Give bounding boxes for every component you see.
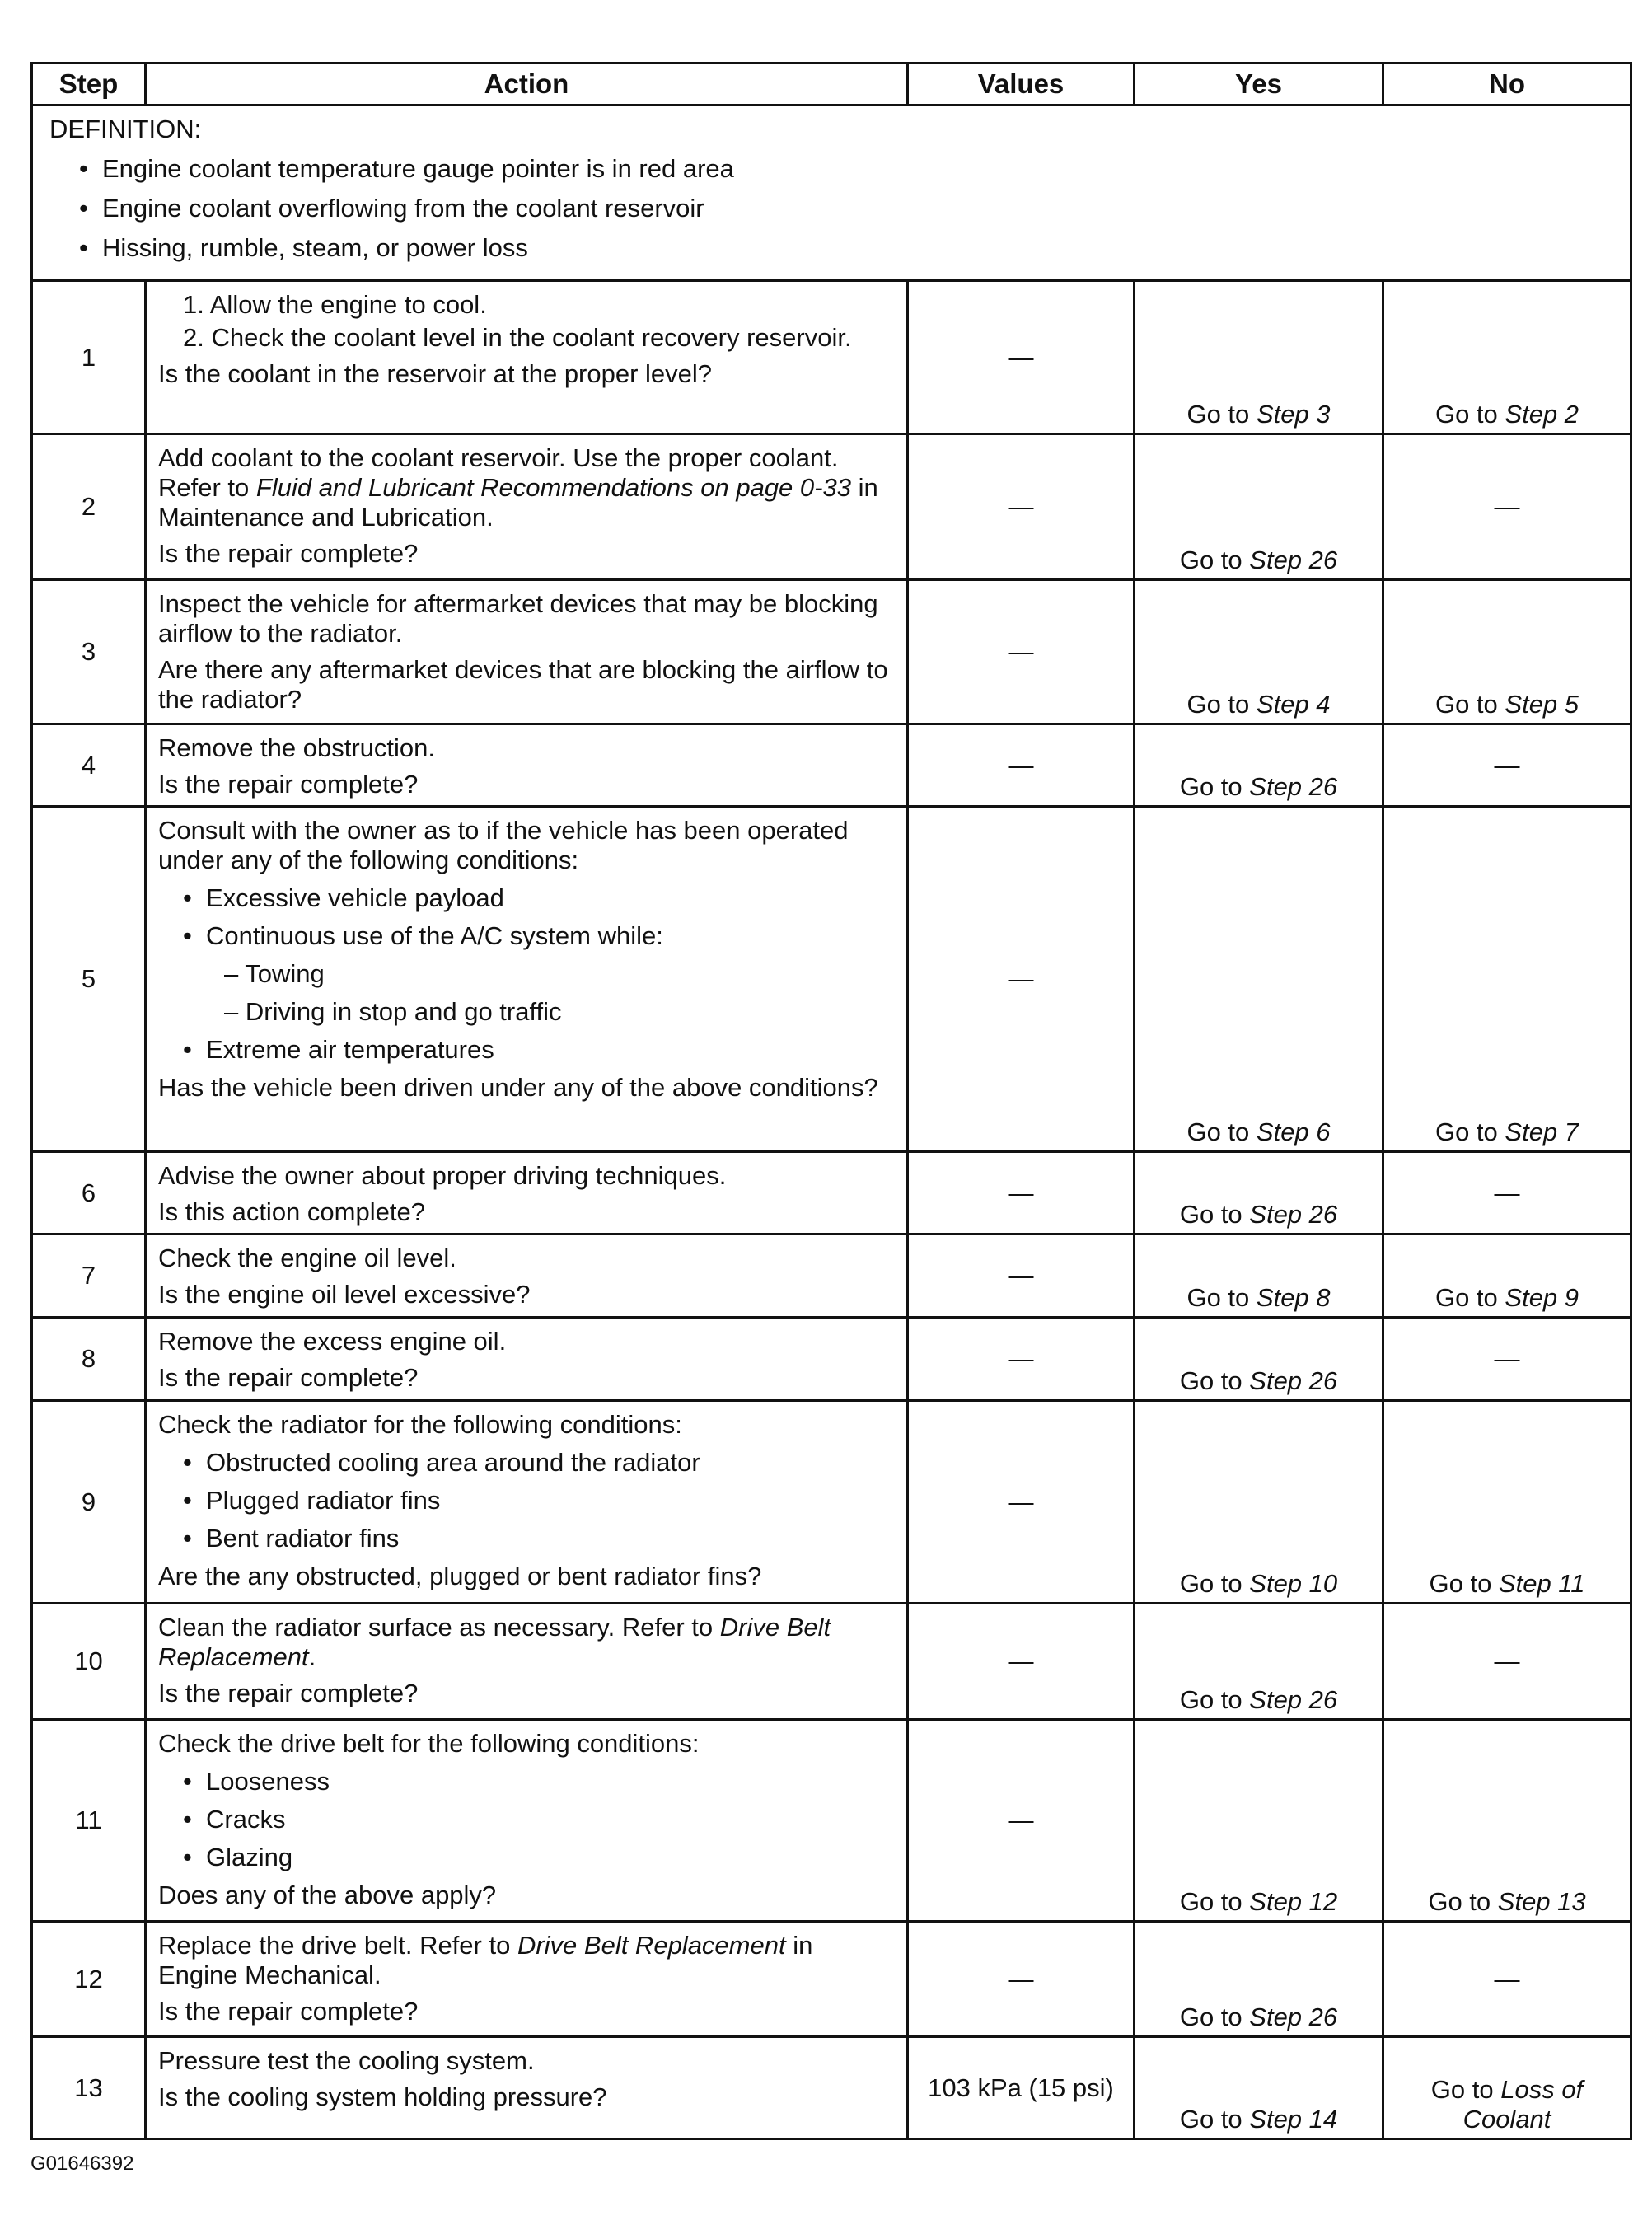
step-yes bbox=[1135, 2037, 1383, 2139]
action-text: Check the radiator for the following conditions: bbox=[158, 1410, 682, 1439]
definition-row bbox=[32, 105, 1631, 281]
step-number: 12 bbox=[32, 1922, 146, 2037]
step-number: 5 bbox=[32, 807, 146, 1152]
step-no: — bbox=[1383, 724, 1631, 807]
step-value: — bbox=[908, 1922, 1135, 2037]
step-no bbox=[1383, 1401, 1631, 1604]
yes-step-link[interactable]: Step 8 bbox=[1256, 1283, 1331, 1312]
no-prefix: Go to bbox=[1434, 1117, 1505, 1146]
step-no: — bbox=[1383, 1318, 1631, 1401]
step-action bbox=[146, 434, 908, 580]
step-yes bbox=[1135, 1720, 1383, 1922]
action-text bbox=[158, 1931, 895, 1990]
action-text-part: in Engine Mechanical. bbox=[158, 1931, 813, 1989]
yes-prefix: Go to bbox=[1179, 2105, 1250, 2134]
step-question: Is the repair complete? bbox=[158, 539, 419, 568]
yes-step-link[interactable]: Step 14 bbox=[1249, 2105, 1338, 2134]
action-list-item: 2. Check the coolant level in the coolant recovery reservoir. bbox=[183, 323, 852, 352]
step-value: — bbox=[908, 580, 1135, 724]
step-yes bbox=[1135, 1604, 1383, 1720]
step-yes bbox=[1135, 807, 1383, 1152]
action-text: Advise the owner about proper driving techniques. bbox=[158, 1161, 727, 1190]
step-action bbox=[146, 807, 908, 1152]
step-no: — bbox=[1383, 1604, 1631, 1720]
no-prefix: Go to bbox=[1428, 1887, 1498, 1916]
step-action bbox=[146, 2037, 908, 2139]
step-action bbox=[146, 281, 908, 434]
action-bullet: • Obstructed cooling area around the radiator bbox=[183, 1448, 895, 1478]
step-action bbox=[146, 1922, 908, 2037]
step-value: — bbox=[908, 1152, 1135, 1234]
action-bullet: • Bent radiator fins bbox=[183, 1524, 895, 1553]
step-action bbox=[146, 1604, 908, 1720]
step-action bbox=[146, 724, 908, 807]
yes-prefix: Go to bbox=[1179, 1366, 1250, 1395]
step-number: 6 bbox=[32, 1152, 146, 1234]
yes-prefix: Go to bbox=[1179, 1200, 1250, 1229]
action-sub-item: – Towing bbox=[224, 959, 325, 988]
step-action bbox=[146, 1401, 908, 1604]
yes-prefix: Go to bbox=[1179, 2002, 1250, 2031]
header-step: Step bbox=[32, 63, 146, 105]
yes-step-link[interactable]: Step 12 bbox=[1249, 1887, 1338, 1916]
no-step-link[interactable]: Loss of Coolant bbox=[1462, 2075, 1584, 2134]
figure-id: G01646392 bbox=[30, 2152, 134, 2175]
step-action bbox=[146, 580, 908, 724]
step-number: 2 bbox=[32, 434, 146, 580]
no-step-link[interactable]: Step 13 bbox=[1497, 1887, 1586, 1916]
step-value: — bbox=[908, 724, 1135, 807]
no-step-link[interactable]: Step 7 bbox=[1505, 1117, 1579, 1146]
action-text: Inspect the vehicle for aftermarket devices that may be blocking airflow to the radiator. bbox=[158, 589, 878, 648]
step-value: — bbox=[908, 807, 1135, 1152]
yes-prefix: Go to bbox=[1186, 690, 1257, 719]
yes-step-link[interactable]: Step 26 bbox=[1249, 1366, 1338, 1395]
step-no bbox=[1383, 1234, 1631, 1318]
step-no bbox=[1383, 2037, 1631, 2139]
reference-link[interactable]: Drive Belt Replacement bbox=[158, 1613, 831, 1671]
step-row bbox=[32, 1922, 1631, 2037]
step-yes bbox=[1135, 1318, 1383, 1401]
step-yes bbox=[1135, 434, 1383, 580]
step-row bbox=[32, 1318, 1631, 1401]
yes-prefix: Go to bbox=[1186, 1117, 1257, 1146]
action-bullet: • Looseness bbox=[183, 1767, 895, 1796]
step-row bbox=[32, 281, 1631, 434]
header-yes: Yes bbox=[1135, 63, 1383, 105]
step-question: Are the any obstructed, plugged or bent radiator fins? bbox=[158, 1562, 762, 1590]
step-yes bbox=[1135, 281, 1383, 434]
yes-step-link[interactable]: Step 6 bbox=[1256, 1117, 1331, 1146]
step-row bbox=[32, 434, 1631, 580]
action-bullet: • Extreme air temperatures bbox=[183, 1035, 895, 1065]
action-text bbox=[158, 1613, 895, 1672]
step-yes bbox=[1135, 1152, 1383, 1234]
yes-step-link[interactable]: Step 26 bbox=[1249, 1685, 1338, 1714]
step-no: — bbox=[1383, 1922, 1631, 2037]
step-question: Has the vehicle been driven under any of the above conditions? bbox=[158, 1073, 878, 1102]
step-no: — bbox=[1383, 434, 1631, 580]
action-bullet: • Glazing bbox=[183, 1843, 895, 1872]
step-question: Is this action complete? bbox=[158, 1197, 425, 1226]
yes-prefix: Go to bbox=[1186, 1283, 1257, 1312]
step-action bbox=[146, 1720, 908, 1922]
no-prefix: Go to bbox=[1430, 2075, 1501, 2104]
action-text-part: in Maintenance and Lubrication. bbox=[158, 473, 878, 532]
step-row bbox=[32, 1401, 1631, 1604]
no-step-link[interactable]: Step 5 bbox=[1505, 690, 1579, 719]
action-text: Remove the excess engine oil. bbox=[158, 1327, 507, 1356]
step-number: 1 bbox=[32, 281, 146, 434]
yes-step-link[interactable]: Step 26 bbox=[1249, 1200, 1338, 1229]
action-text: Remove the obstruction. bbox=[158, 733, 436, 762]
step-value: — bbox=[908, 1604, 1135, 1720]
step-number: 4 bbox=[32, 724, 146, 807]
step-row bbox=[32, 1152, 1631, 1234]
step-number: 7 bbox=[32, 1234, 146, 1318]
header-values: Values bbox=[908, 63, 1135, 105]
step-yes bbox=[1135, 1401, 1383, 1604]
action-bullet: • Cracks bbox=[183, 1805, 895, 1834]
action-text bbox=[158, 443, 895, 532]
yes-step-link[interactable]: Step 4 bbox=[1256, 690, 1331, 719]
step-action bbox=[146, 1152, 908, 1234]
no-step-link[interactable]: Step 9 bbox=[1505, 1283, 1579, 1312]
action-text: Check the drive belt for the following conditions: bbox=[158, 1729, 700, 1758]
step-question: Is the coolant in the reservoir at the proper level? bbox=[158, 359, 713, 388]
step-value: — bbox=[908, 281, 1135, 434]
action-sub-item: – Driving in stop and go traffic bbox=[224, 997, 562, 1026]
reference-link[interactable]: Fluid and Lubricant Recommendations on page 0-33 bbox=[255, 473, 851, 502]
action-text-part: Clean the radiator surface as necessary. Refer to bbox=[158, 1613, 720, 1642]
no-step-link[interactable]: Step 11 bbox=[1498, 1569, 1585, 1598]
step-no bbox=[1383, 1720, 1631, 1922]
step-value: 103 kPa (15 psi) bbox=[908, 2037, 1135, 2139]
no-prefix: Go to bbox=[1434, 400, 1505, 429]
step-row bbox=[32, 1720, 1631, 1922]
diagnostic-table bbox=[30, 62, 1632, 2140]
definition-bullet: • Engine coolant overflowing from the coolant reservoir bbox=[79, 194, 1613, 223]
action-text-part: Replace the drive belt. Refer to bbox=[158, 1931, 517, 1960]
definition-label: DEFINITION: bbox=[49, 115, 202, 143]
action-text: Pressure test the cooling system. bbox=[158, 2046, 535, 2075]
step-row bbox=[32, 724, 1631, 807]
yes-step-link[interactable]: Step 26 bbox=[1249, 546, 1338, 574]
step-row bbox=[32, 1604, 1631, 1720]
definition-bullet: • Hissing, rumble, steam, or power loss bbox=[79, 233, 1613, 263]
action-list-item: 1. Allow the engine to cool. bbox=[183, 290, 487, 319]
header-no: No bbox=[1383, 63, 1631, 105]
yes-step-link[interactable]: Step 3 bbox=[1256, 400, 1331, 429]
definition-bullet: • Engine coolant temperature gauge pointer is in red area bbox=[79, 154, 1613, 184]
no-prefix: Go to bbox=[1429, 1569, 1499, 1598]
step-number: 9 bbox=[32, 1401, 146, 1604]
step-question: Is the repair complete? bbox=[158, 1679, 419, 1707]
action-text-part: Add coolant to the coolant reservoir. Use the proper coolant. Refer to bbox=[158, 443, 839, 502]
yes-prefix: Go to bbox=[1179, 546, 1250, 574]
yes-prefix: Go to bbox=[1179, 1887, 1250, 1916]
step-action bbox=[146, 1234, 908, 1318]
step-yes bbox=[1135, 724, 1383, 807]
step-no bbox=[1383, 807, 1631, 1152]
step-value: — bbox=[908, 1720, 1135, 1922]
step-no bbox=[1383, 580, 1631, 724]
yes-prefix: Go to bbox=[1179, 1685, 1250, 1714]
step-value: — bbox=[908, 1401, 1135, 1604]
header-action: Action bbox=[146, 63, 908, 105]
definition-cell bbox=[32, 105, 1631, 281]
step-question: Are there any aftermarket devices that are blocking the airflow to the radiator? bbox=[158, 655, 888, 714]
diagnostic-table-sheet bbox=[30, 62, 1630, 2140]
yes-prefix: Go to bbox=[1179, 772, 1250, 801]
step-question: Does any of the above apply? bbox=[158, 1881, 497, 1909]
step-value: — bbox=[908, 434, 1135, 580]
action-text: Check the engine oil level. bbox=[158, 1244, 456, 1272]
no-step-link[interactable]: Step 2 bbox=[1505, 400, 1579, 429]
step-question: Is the repair complete? bbox=[158, 1997, 419, 2026]
step-question: Is the engine oil level excessive? bbox=[158, 1280, 531, 1309]
step-yes bbox=[1135, 580, 1383, 724]
step-number: 8 bbox=[32, 1318, 146, 1401]
action-bullet: • Plugged radiator fins bbox=[183, 1486, 895, 1515]
step-row bbox=[32, 807, 1631, 1152]
action-text: Consult with the owner as to if the vehicle has been operated under any of the following conditions: bbox=[158, 816, 849, 874]
yes-prefix: Go to bbox=[1179, 1569, 1250, 1598]
reference-link[interactable]: Drive Belt Replacement bbox=[517, 1931, 786, 1960]
action-bullet: • Continuous use of the A/C system while: bbox=[183, 921, 895, 951]
no-prefix: Go to bbox=[1434, 1283, 1505, 1312]
yes-prefix: Go to bbox=[1186, 400, 1257, 429]
step-number: 10 bbox=[32, 1604, 146, 1720]
step-row bbox=[32, 2037, 1631, 2139]
step-question: Is the repair complete? bbox=[158, 1363, 419, 1392]
step-row bbox=[32, 1234, 1631, 1318]
step-yes bbox=[1135, 1922, 1383, 2037]
step-value: — bbox=[908, 1234, 1135, 1318]
step-number: 13 bbox=[32, 2037, 146, 2139]
header-row bbox=[32, 63, 1631, 105]
step-question: Is the repair complete? bbox=[158, 770, 419, 799]
step-question: Is the cooling system holding pressure? bbox=[158, 2082, 607, 2111]
step-number: 11 bbox=[32, 1720, 146, 1922]
action-bullet: • Excessive vehicle payload bbox=[183, 883, 895, 913]
step-value: — bbox=[908, 1318, 1135, 1401]
step-no bbox=[1383, 281, 1631, 434]
step-no: — bbox=[1383, 1152, 1631, 1234]
step-yes bbox=[1135, 1234, 1383, 1318]
yes-step-link[interactable]: Step 26 bbox=[1249, 2002, 1338, 2031]
yes-step-link[interactable]: Step 26 bbox=[1249, 772, 1338, 801]
yes-step-link[interactable]: Step 10 bbox=[1249, 1569, 1338, 1598]
step-row bbox=[32, 580, 1631, 724]
no-prefix: Go to bbox=[1434, 690, 1505, 719]
step-number: 3 bbox=[32, 580, 146, 724]
action-text-part: . bbox=[308, 1642, 316, 1671]
step-action bbox=[146, 1318, 908, 1401]
